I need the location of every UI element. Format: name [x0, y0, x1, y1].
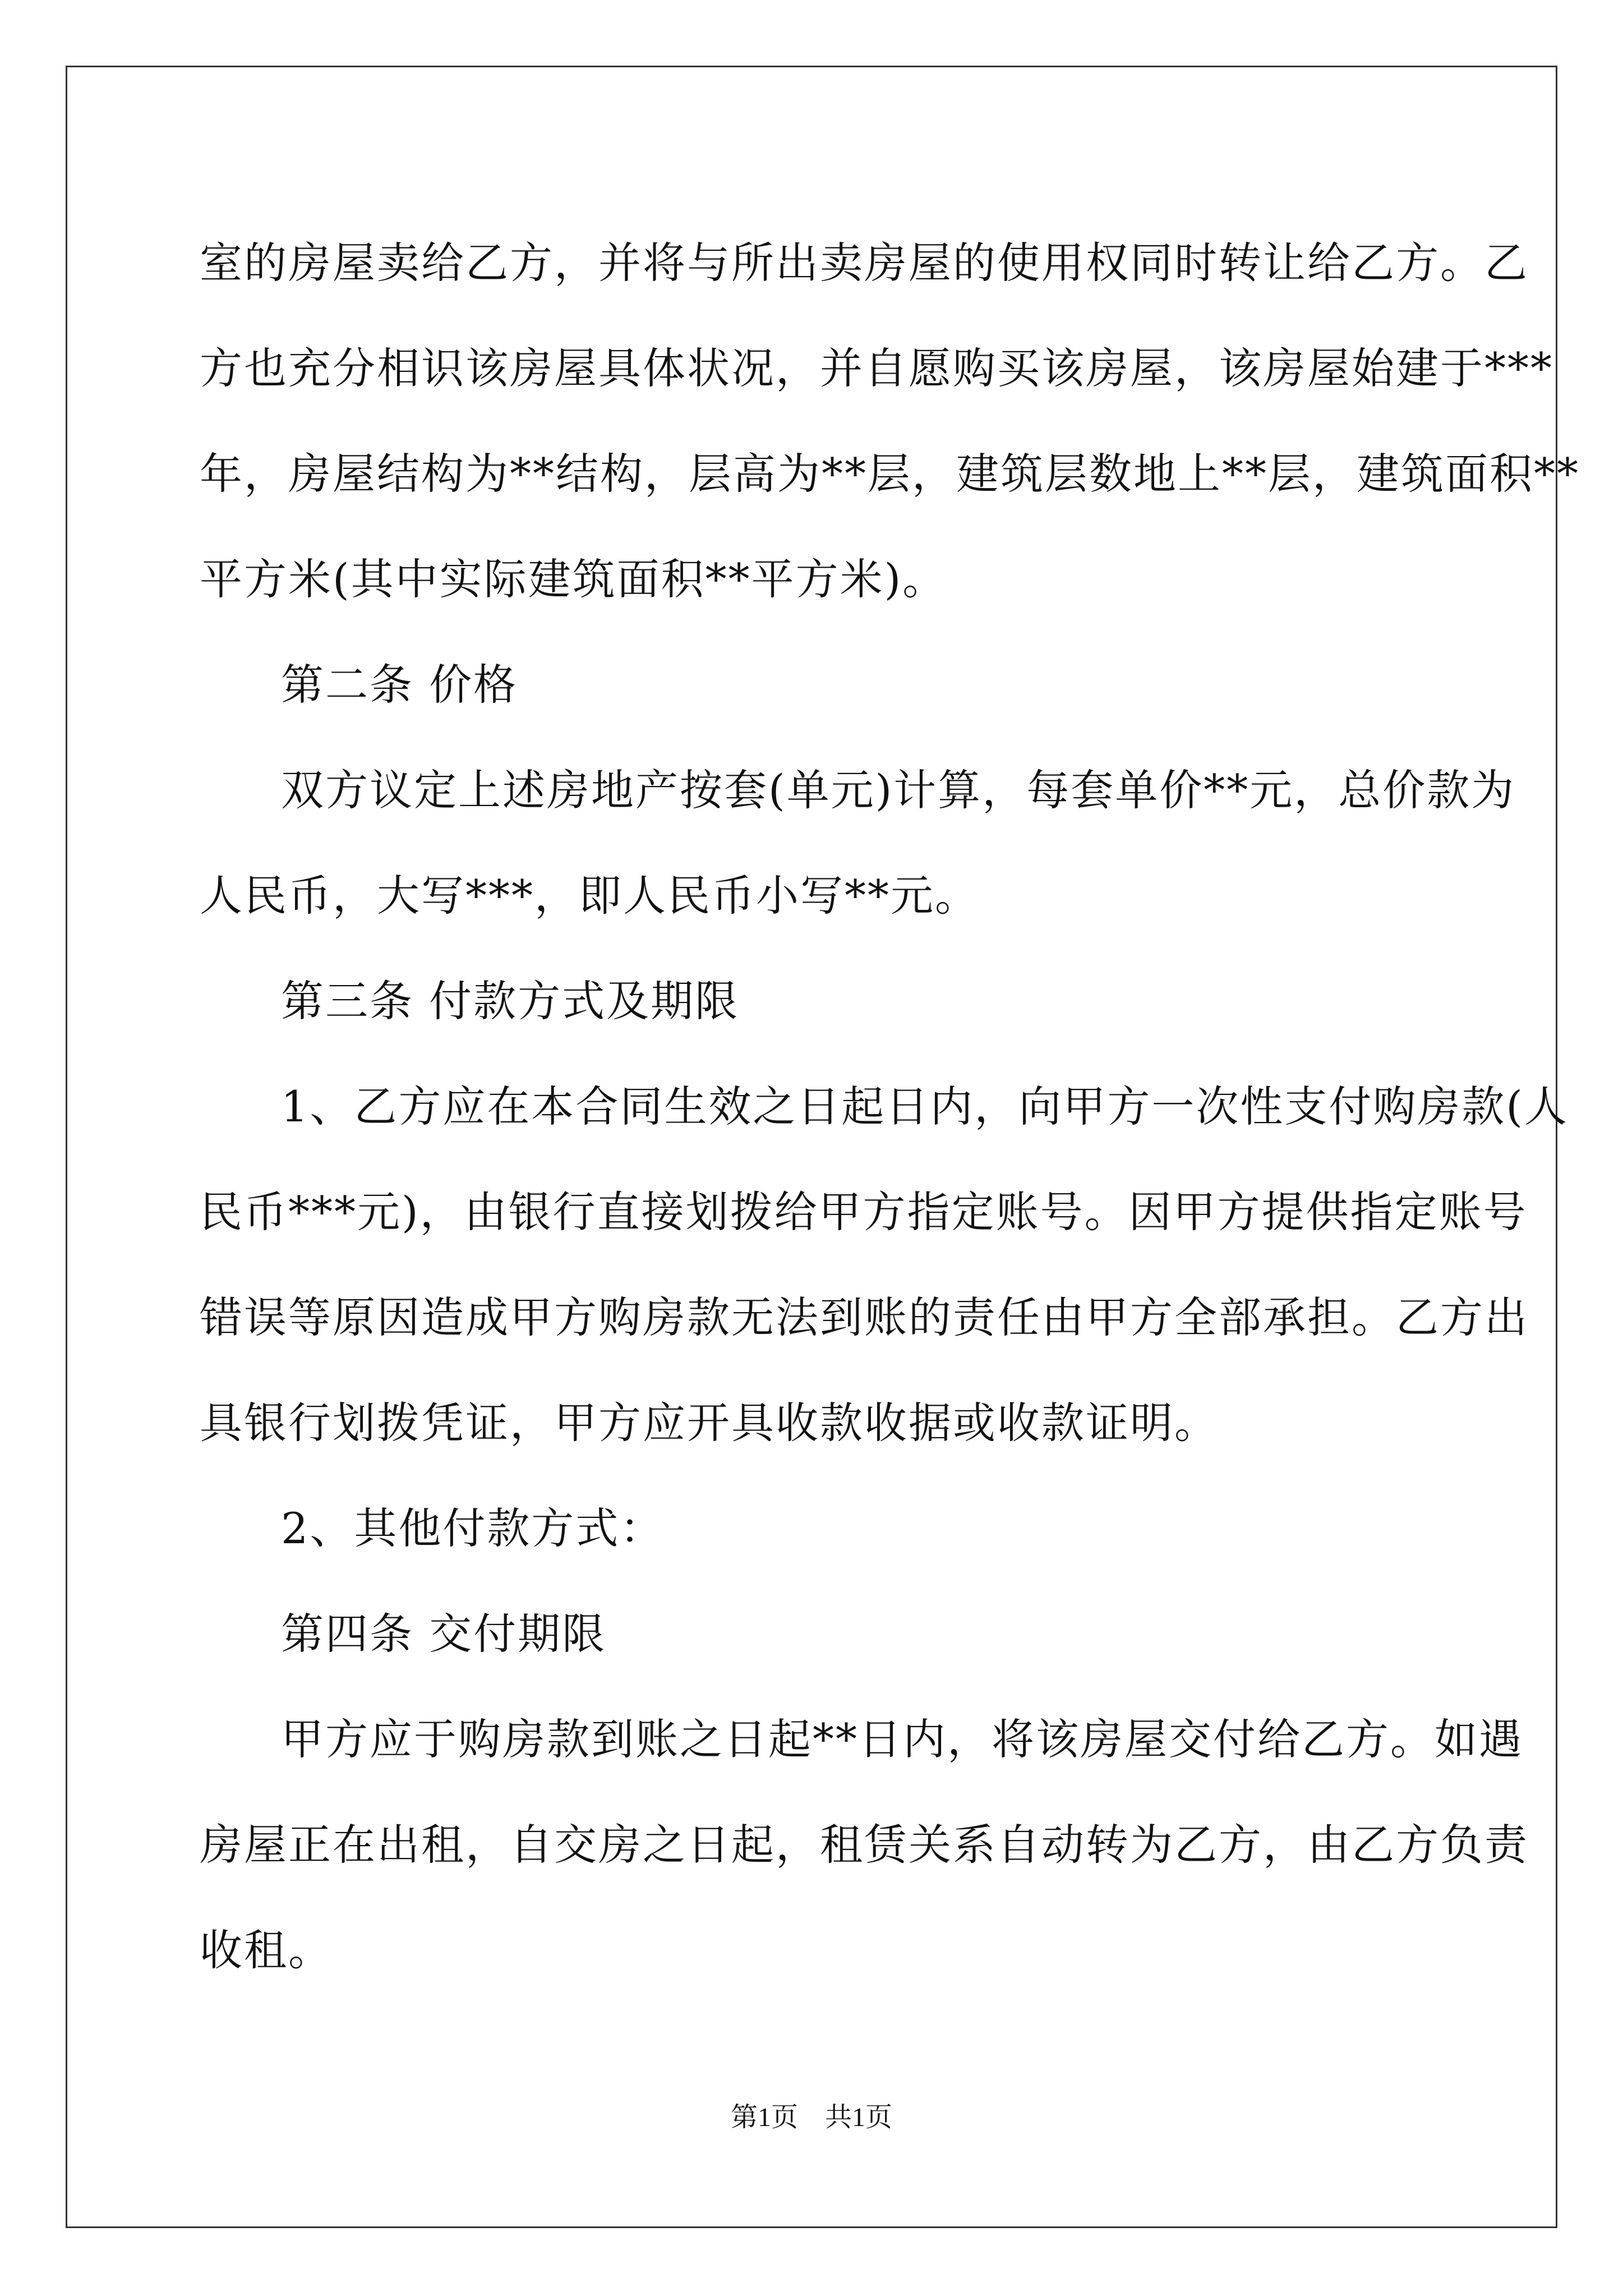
text-line: 年，房屋结构为**结构，层高为**层，建筑层数地上**层，建筑面积** — [200, 449, 1580, 499]
page-total: 共1页 — [825, 2102, 893, 2132]
list-item: 2、其他付款方式： — [281, 1503, 665, 1553]
text-line: 具银行划拨凭证，甲方应开具收款收据或收款证明。 — [200, 1398, 1219, 1448]
page-number: 第1页 — [730, 2102, 798, 2132]
text-line: 方也充分相识该房屋具体状况，并自愿购买该房屋，该房屋始建于*** — [200, 343, 1553, 393]
document-body — [200, 210, 1580, 2003]
text-line: 甲方应于购房款到账之日起**日内，将该房屋交付给乙方。如遇 — [281, 1714, 1523, 1764]
text-line: 双方议定上述房地产按套(单元)计算，每套单价**元，总价款为 — [281, 765, 1516, 815]
text-line: 收租。 — [200, 1925, 333, 1975]
text-line: 室的房屋卖给乙方，并将与所出卖房屋的使用权同时转让给乙方。乙 — [200, 238, 1529, 288]
section-heading: 第四条 交付期限 — [281, 1609, 607, 1659]
page-footer — [0, 2095, 1623, 2134]
text-line: 平方米(其中实际建筑面积**平方米)。 — [200, 554, 947, 604]
text-line: 错误等原因造成甲方购房款无法到账的责任由甲方全部承担。乙方出 — [200, 1292, 1529, 1342]
text-line: 人民币，大写***，即人民币小写**元。 — [200, 871, 979, 921]
text-line: 房屋正在出租，自交房之日起，租赁关系自动转为乙方，由乙方负责 — [200, 1820, 1529, 1870]
text-line: 民币***元)，由银行直接划拨给甲方指定账号。因甲方提供指定账号 — [200, 1187, 1528, 1237]
text-line: 1、乙方应在本合同生效之日起日内，向甲方一次性支付购房款(人 — [281, 1082, 1569, 1131]
section-heading: 第三条 付款方式及期限 — [281, 976, 740, 1026]
section-heading: 第二条 价格 — [281, 660, 518, 710]
